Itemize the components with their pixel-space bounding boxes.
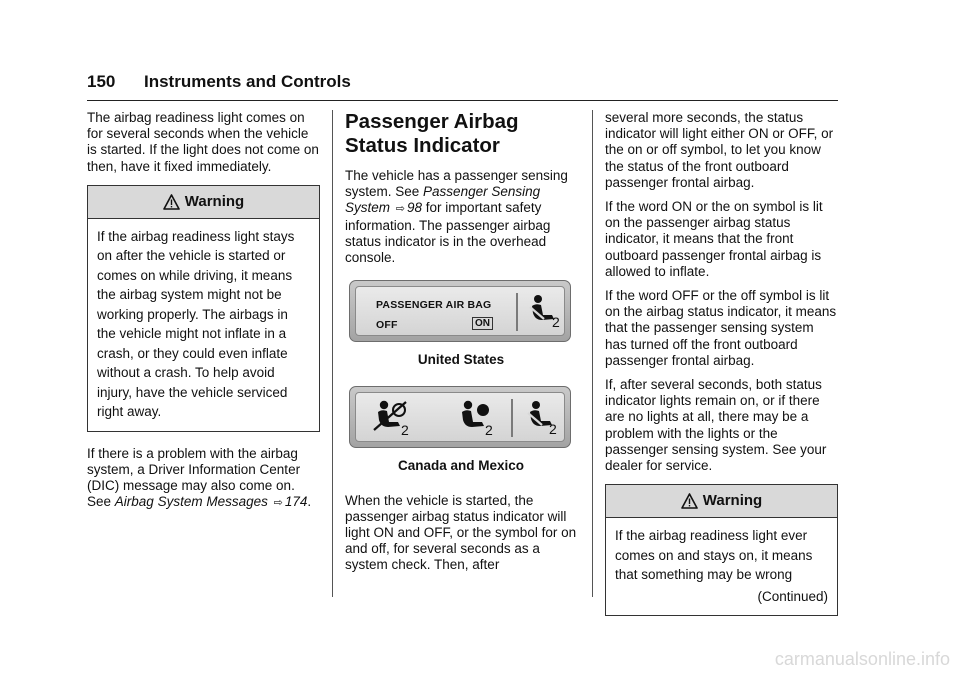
intro-paragraph: The airbag readiness light comes on for several seconds when the vehicle is started. If the light does not come on then, have it fixed immediately. [87,110,319,174]
warning-header [606,485,837,518]
passenger-sensing-page[interactable]: 98 [407,200,423,216]
warning-line: the vehicle might not inflate in a [97,326,287,342]
svg-text:2: 2 [485,422,493,439]
section-heading: Passenger Airbag Status Indicator [345,110,519,157]
warning-body [606,518,837,615]
warning-line: comes on while driving, it means [97,267,293,283]
airbag-messages-page[interactable]: 174 [284,494,308,510]
warning-header [88,186,319,219]
dic-text: If there is a problem with the airbag system, a Driver Information Center (DIC) message may also come on. See [87,445,301,510]
passenger-seatbelt-icon [522,398,562,438]
column-divider [332,110,333,597]
canada-mexico-indicator-panel [349,386,571,448]
warning-line: crash, or they could even inflate [97,345,288,361]
system-check-paragraph: When the vehicle is started, the passenger airbag status indicator will light ON and OFF, or the symbol for on and off, for several seconds as a system check. Then, after [345,492,577,573]
intro-paragraph: The vehicle has a passenger sensing system. See Passenger Sensing System ⇨ 98 for important safety information. The passenger airbag status indicator is in the overhead console. [345,168,568,266]
column-divider [592,110,593,597]
figure-caption-canada-mexico: Canada and Mexico [397,458,525,474]
warning-title: Warning [184,192,245,210]
watermark: carmanualsonline.info [774,649,950,669]
warning-triangle-icon [681,493,698,509]
warning-line: that something may be wrong [615,567,793,583]
page-header [87,72,838,101]
us-indicator-panel [349,280,571,342]
off-label: OFF [376,319,398,332]
column-3 [605,110,838,630]
warning-triangle-icon [163,194,180,210]
warning-line: without a crash. To help avoid [97,365,275,381]
xref-arrow-icon: ⇨ [395,203,405,216]
page-number: 150 [87,72,116,91]
dic-paragraph: If there is a problem with the airbag system, a Driver Information Center (DIC) message may also come on. See Airbag System Messages ⇨ 174. [87,445,312,510]
panel-label: PASSENGER AIR BAG [376,299,492,312]
warning-line: on after the vehicle is started or [97,248,286,264]
xref-arrow-icon: ⇨ [273,497,283,510]
warning-box [605,484,838,616]
warning-line: If the airbag readiness light stays [97,228,295,244]
off-paragraph: If the word OFF or the off symbol is lit on the airbag status indicator, it means that the passenger sensing system has turned off the front outboard passenger frontal airbag. [605,288,837,368]
passenger-sensing-link[interactable]: Passenger Sensing System [345,184,541,216]
airbag-messages-link[interactable]: Airbag System Messages [114,494,268,510]
warning-box [87,185,320,432]
svg-text:2: 2 [401,422,409,439]
airbag-off-icon [370,398,414,438]
warning-title: Warning [702,492,763,510]
figure-caption-us: United States [417,352,505,368]
svg-text:2: 2 [549,421,557,438]
column-1 [87,110,320,520]
airbag-on-icon [454,398,498,438]
section-title: Instruments and Controls [144,72,351,91]
warning-line: working properly. The airbags in [97,306,288,322]
on-paragraph: If the word ON or the on symbol is lit on the passenger airbag status indicator, it means that the front outboard passenger frontal airbag is allowed to inflate. [605,199,823,279]
continued-label: (Continued) [757,588,828,604]
warning-body [88,219,319,431]
warning-line: right away. [97,404,162,420]
warning-line: the airbag system might not be [97,287,282,303]
status-paragraph: several more seconds, the status indicator will light either ON or OFF, or the on or off symbol, to let you know the status of the front outboard passenger frontal airbag. [605,110,834,190]
problem-paragraph: If, after several seconds, both status indicator lights remain on, or if there are no lights at all, there may be a problem with the lights or the passenger sensing system. See your dealer for service. [605,377,827,474]
svg-text:2: 2 [552,314,560,331]
warning-line: If the airbag readiness light ever [615,528,808,544]
warning-line: injury, have the vehicle serviced [97,384,288,400]
warning-line: comes on and stays on, it means [615,547,813,563]
on-label: ON [472,317,493,330]
passenger-seatbelt-icon [524,293,564,331]
column-2 [345,110,577,582]
